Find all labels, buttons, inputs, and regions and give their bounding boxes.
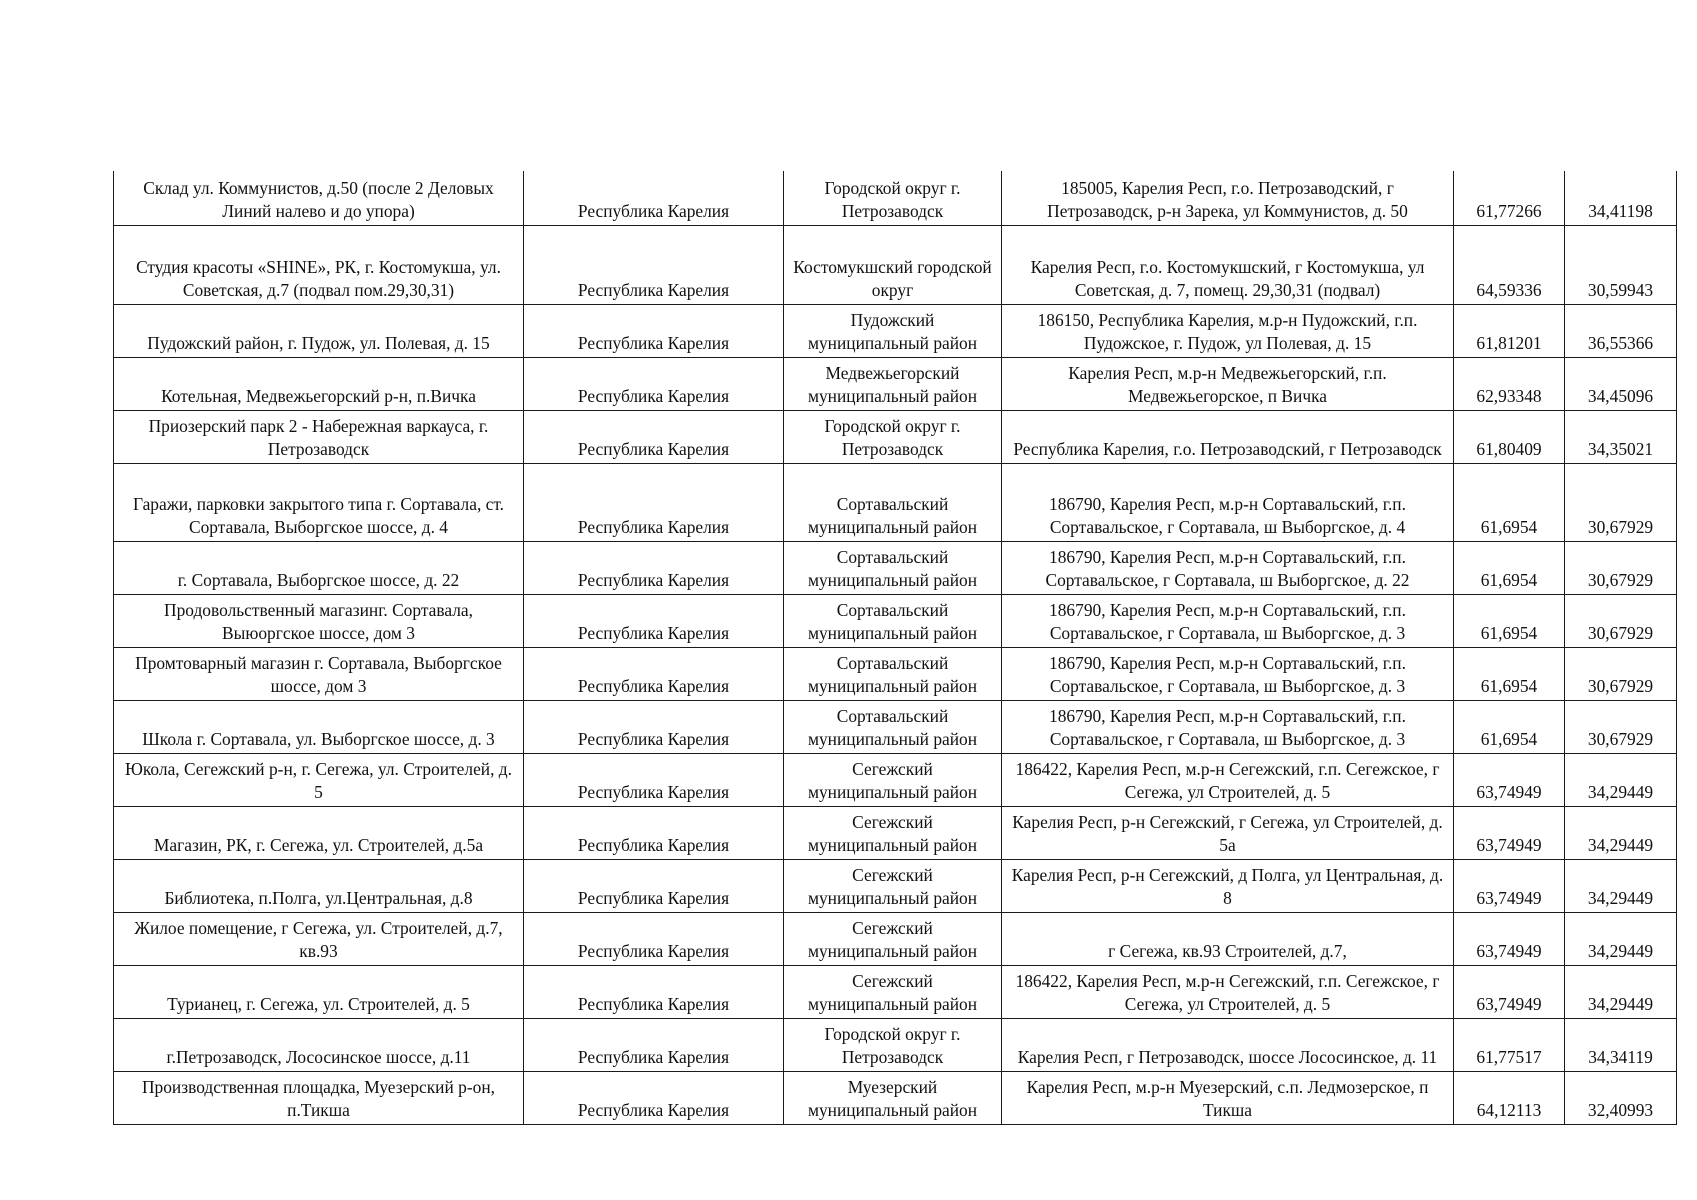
region-cell: Республика Карелия [524,859,784,912]
longitude-cell: 36,55366 [1565,304,1677,357]
region-cell: Республика Карелия [524,225,784,304]
municipality-cell: Сегежский муниципальный район [784,859,1002,912]
region-cell: Республика Карелия [524,700,784,753]
table-row [114,225,1677,304]
address-cell: 185005, Карелия Респ, г.о. Петрозаводский, г Петрозаводск, р-н Зарека, ул Коммунистов, д. 50 [1002,171,1454,225]
latitude-cell: 63,74949 [1454,965,1565,1018]
longitude-cell: 32,40993 [1565,1071,1677,1124]
location-name-cell: Библиотека, п.Полга, ул.Центральная, д.8 [114,859,524,912]
address-cell: 186790, Карелия Респ, м.р-н Сортавальский, г.п. Сортавальское, г Сортавала, ш Выборгское, д. 3 [1002,594,1454,647]
longitude-cell: 30,67929 [1565,594,1677,647]
table-row [114,171,1677,225]
municipality-cell: Сортавальский муниципальный район [784,700,1002,753]
latitude-cell: 63,74949 [1454,859,1565,912]
table-row [114,304,1677,357]
longitude-cell: 34,29449 [1565,965,1677,1018]
region-cell: Республика Карелия [524,753,784,806]
municipality-cell: Сортавальский муниципальный район [784,463,1002,541]
location-name-cell: Турианец, г. Сегежа, ул. Строителей, д. 5 [114,965,524,1018]
longitude-cell: 30,67929 [1565,463,1677,541]
location-name-cell: Производственная площадка, Муезерский р-он, п.Тикша [114,1071,524,1124]
latitude-cell: 61,77266 [1454,171,1565,225]
latitude-cell: 61,6954 [1454,647,1565,700]
latitude-cell: 61,6954 [1454,463,1565,541]
table-row [114,912,1677,965]
location-name-cell: Жилое помещение, г Сегежа, ул. Строителей, д.7, кв.93 [114,912,524,965]
address-cell: Карелия Респ, м.р-н Муезерский, с.п. Ледмозерское, п Тикша [1002,1071,1454,1124]
table-row [114,410,1677,463]
region-cell: Республика Карелия [524,357,784,410]
municipality-cell: Медвежьегорский муниципальный район [784,357,1002,410]
region-cell: Республика Карелия [524,171,784,225]
address-cell: Карелия Респ, г.о. Костомукшский, г Костомукша, ул Советская, д. 7, помещ. 29,30,31 (подвал) [1002,225,1454,304]
municipality-cell: Городской округ г. Петрозаводск [784,1018,1002,1071]
longitude-cell: 34,29449 [1565,859,1677,912]
longitude-cell: 30,59943 [1565,225,1677,304]
location-name-cell: Школа г. Сортавала, ул. Выборгское шоссе, д. 3 [114,700,524,753]
latitude-cell: 61,6954 [1454,594,1565,647]
latitude-cell: 63,74949 [1454,912,1565,965]
locations-table-body [114,171,1677,1124]
location-name-cell: Склад ул. Коммунистов, д.50 (после 2 Деловых Линий налево и до упора) [114,171,524,225]
municipality-cell: Городской округ г. Петрозаводск [784,171,1002,225]
longitude-cell: 34,29449 [1565,912,1677,965]
municipality-cell: Сегежский муниципальный район [784,806,1002,859]
latitude-cell: 64,59336 [1454,225,1565,304]
location-name-cell: г. Сортавала, Выборгское шоссе, д. 22 [114,541,524,594]
table-row [114,541,1677,594]
location-name-cell: г.Петрозаводск, Лососинское шоссе, д.11 [114,1018,524,1071]
municipality-cell: Сегежский муниципальный район [784,965,1002,1018]
longitude-cell: 34,29449 [1565,806,1677,859]
latitude-cell: 63,74949 [1454,753,1565,806]
address-cell: Карелия Респ, р-н Сегежский, д Полга, ул Центральная, д. 8 [1002,859,1454,912]
longitude-cell: 34,41198 [1565,171,1677,225]
address-cell: 186422, Карелия Респ, м.р-н Сегежский, г.п. Сегежское, г Сегежа, ул Строителей, д. 5 [1002,965,1454,1018]
table-row [114,965,1677,1018]
address-cell: 186150, Республика Карелия, м.р-н Пудожский, г.п. Пудожское, г. Пудож, ул Полевая, д. 15 [1002,304,1454,357]
region-cell: Республика Карелия [524,304,784,357]
region-cell: Республика Карелия [524,912,784,965]
table-row [114,753,1677,806]
region-cell: Республика Карелия [524,1018,784,1071]
table-row [114,806,1677,859]
address-cell: 186422, Карелия Респ, м.р-н Сегежский, г.п. Сегежское, г Сегежа, ул Строителей, д. 5 [1002,753,1454,806]
municipality-cell: Сегежский муниципальный район [784,753,1002,806]
location-name-cell: Продовольственный магазинг. Сортавала, Выюоргское шоссе, дом 3 [114,594,524,647]
latitude-cell: 61,6954 [1454,700,1565,753]
region-cell: Республика Карелия [524,647,784,700]
address-cell: Карелия Респ, г Петрозаводск, шоссе Лососинское, д. 11 [1002,1018,1454,1071]
table-row [114,357,1677,410]
locations-table [113,171,1677,1125]
municipality-cell: Городской округ г. Петрозаводск [784,410,1002,463]
longitude-cell: 34,45096 [1565,357,1677,410]
region-cell: Республика Карелия [524,1071,784,1124]
region-cell: Республика Карелия [524,463,784,541]
latitude-cell: 61,77517 [1454,1018,1565,1071]
municipality-cell: Сегежский муниципальный район [784,912,1002,965]
address-cell: 186790, Карелия Респ, м.р-н Сортавальский, г.п. Сортавальское, г Сортавала, ш Выборгское, д. 4 [1002,463,1454,541]
table-row [114,1018,1677,1071]
latitude-cell: 61,6954 [1454,541,1565,594]
table-row [114,1071,1677,1124]
address-cell: г Сегежа, кв.93 Строителей, д.7, [1002,912,1454,965]
region-cell: Республика Карелия [524,806,784,859]
municipality-cell: Пудожский муниципальный район [784,304,1002,357]
location-name-cell: Юкола, Сегежский р-н, г. Сегежа, ул. Строителей, д. 5 [114,753,524,806]
municipality-cell: Сортавальский муниципальный район [784,541,1002,594]
address-cell: Карелия Респ, р-н Сегежский, г Сегежа, ул Строителей, д. 5а [1002,806,1454,859]
longitude-cell: 34,34119 [1565,1018,1677,1071]
address-cell: 186790, Карелия Респ, м.р-н Сортавальский, г.п. Сортавальское, г Сортавала, ш Выборгское, д. 22 [1002,541,1454,594]
location-name-cell: Пудожский район, г. Пудож, ул. Полевая, д. 15 [114,304,524,357]
region-cell: Республика Карелия [524,410,784,463]
longitude-cell: 30,67929 [1565,647,1677,700]
latitude-cell: 64,12113 [1454,1071,1565,1124]
address-cell: Карелия Респ, м.р-н Медвежьегорский, г.п. Медвежьегорское, п Вичка [1002,357,1454,410]
location-name-cell: Студия красоты «SHINE», РК, г. Костомукша, ул. Советская, д.7 (подвал пом.29,30,31) [114,225,524,304]
table-row [114,647,1677,700]
longitude-cell: 34,35021 [1565,410,1677,463]
latitude-cell: 61,80409 [1454,410,1565,463]
latitude-cell: 62,93348 [1454,357,1565,410]
latitude-cell: 63,74949 [1454,806,1565,859]
longitude-cell: 30,67929 [1565,700,1677,753]
address-cell: 186790, Карелия Респ, м.р-н Сортавальский, г.п. Сортавальское, г Сортавала, ш Выборгское, д. 3 [1002,700,1454,753]
location-name-cell: Гаражи, парковки закрытого типа г. Сортавала, ст. Сортавала, Выборгское шоссе, д. 4 [114,463,524,541]
latitude-cell: 61,81201 [1454,304,1565,357]
location-name-cell: Магазин, РК, г. Сегежа, ул. Строителей, д.5а [114,806,524,859]
municipality-cell: Сортавальский муниципальный район [784,647,1002,700]
longitude-cell: 34,29449 [1565,753,1677,806]
address-cell: 186790, Карелия Респ, м.р-н Сортавальский, г.п. Сортавальское, г Сортавала, ш Выборгское, д. 3 [1002,647,1454,700]
table-row [114,594,1677,647]
location-name-cell: Приозерский парк 2 - Набережная варкауса, г. Петрозаводск [114,410,524,463]
location-name-cell: Котельная, Медвежьегорский р-н, п.Вичка [114,357,524,410]
table-row [114,700,1677,753]
municipality-cell: Сортавальский муниципальный район [784,594,1002,647]
location-name-cell: Промтоварный магазин г. Сортавала, Выборгское шоссе, дом 3 [114,647,524,700]
municipality-cell: Костомукшский городской округ [784,225,1002,304]
address-cell: Республика Карелия, г.о. Петрозаводский, г Петрозаводск [1002,410,1454,463]
region-cell: Республика Карелия [524,541,784,594]
region-cell: Республика Карелия [524,965,784,1018]
municipality-cell: Муезерский муниципальный район [784,1071,1002,1124]
longitude-cell: 30,67929 [1565,541,1677,594]
region-cell: Республика Карелия [524,594,784,647]
table-row [114,859,1677,912]
table-row [114,463,1677,541]
